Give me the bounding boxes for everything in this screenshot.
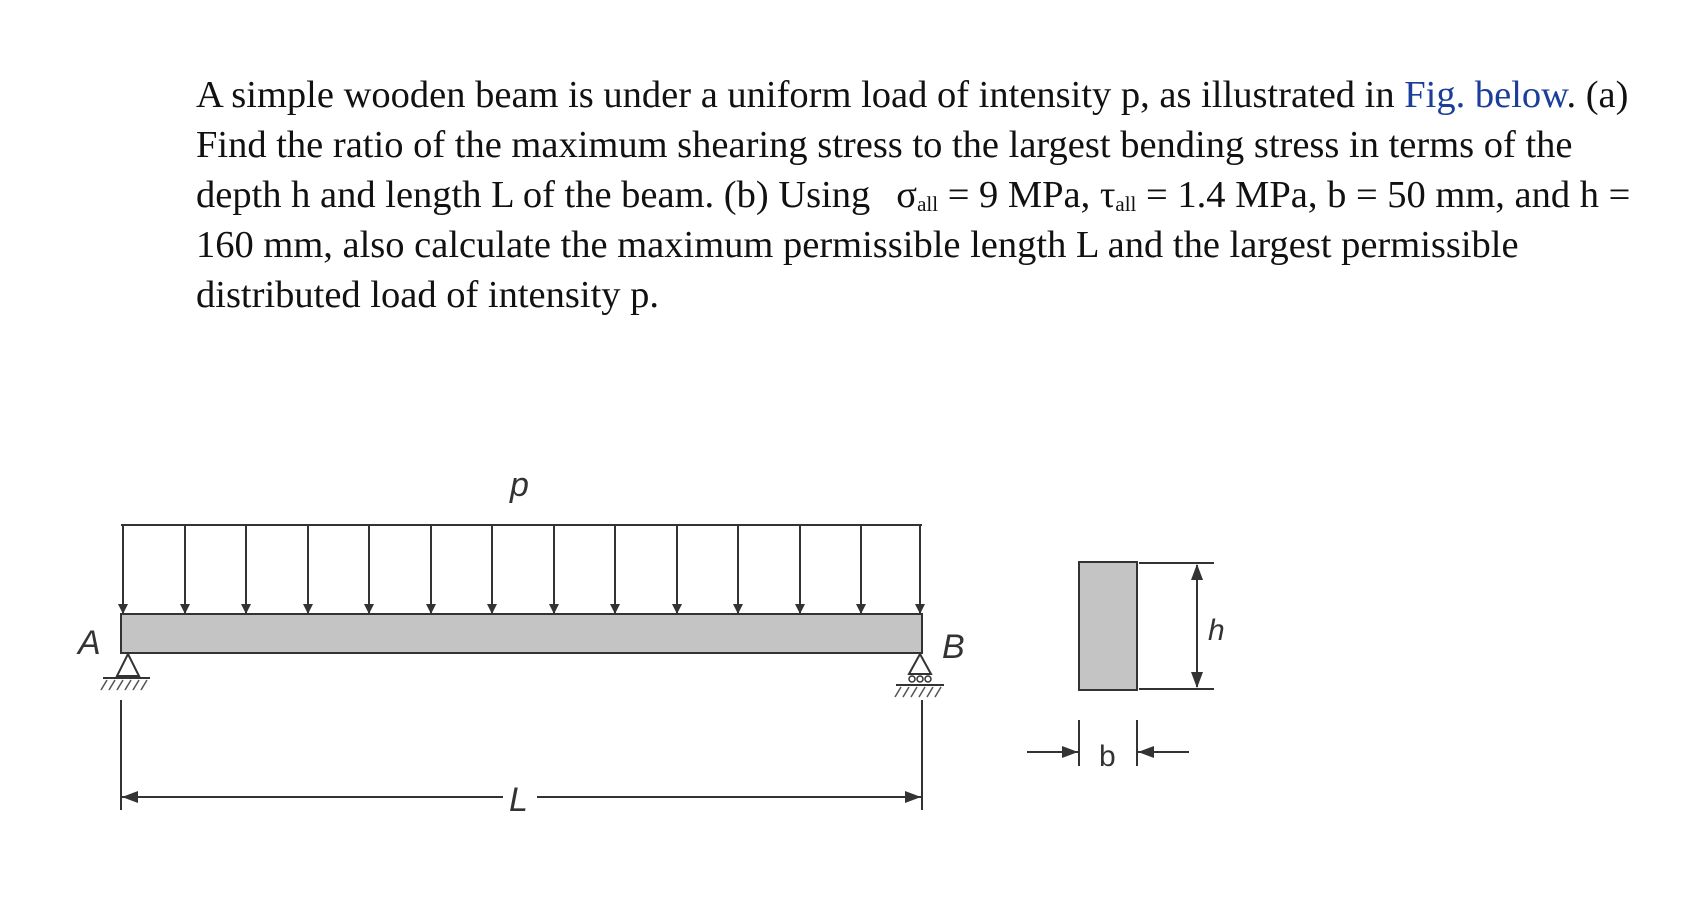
- support-a-label: A: [78, 624, 101, 662]
- pin-support-a: [101, 654, 150, 690]
- tau-symbol: τ: [1099, 174, 1116, 216]
- beam: [121, 614, 922, 653]
- load-label: p: [510, 466, 529, 504]
- sigma-symbol: σ: [896, 174, 918, 216]
- sigma-value: = 9 MPa,: [938, 174, 1100, 216]
- sigma-subscript: all: [917, 192, 939, 216]
- load-arrows: [118, 525, 925, 614]
- height-label: h: [1208, 614, 1225, 647]
- support-b-label: B: [942, 628, 965, 666]
- tau-subscript: all: [1115, 192, 1137, 216]
- problem-parameters: = 1.4 MPa, b = 50 mm, and h = 160 mm, also calculate the maximum permissible length L and the largest permissible distributed load of intensity p.: [196, 174, 1631, 316]
- beam-diagram: [0, 440, 1706, 904]
- cross-section: [1079, 562, 1137, 690]
- roller-support-b: [895, 654, 944, 697]
- figure-link[interactable]: Fig. below: [1404, 74, 1567, 116]
- width-label: b: [1099, 740, 1116, 773]
- height-dimension: [1139, 563, 1214, 689]
- span-label: L: [509, 781, 528, 819]
- problem-statement: [196, 70, 1656, 320]
- beam-figure: [0, 440, 1706, 904]
- problem-intro: A simple wooden beam is under a uniform load of intensity p, as illustrated in: [196, 74, 1405, 116]
- problem-question: . (a) Find the ratio of the maximum shearing stress to the largest bending stress in terms of the depth h and length L of the beam. (b) Using: [196, 74, 1629, 216]
